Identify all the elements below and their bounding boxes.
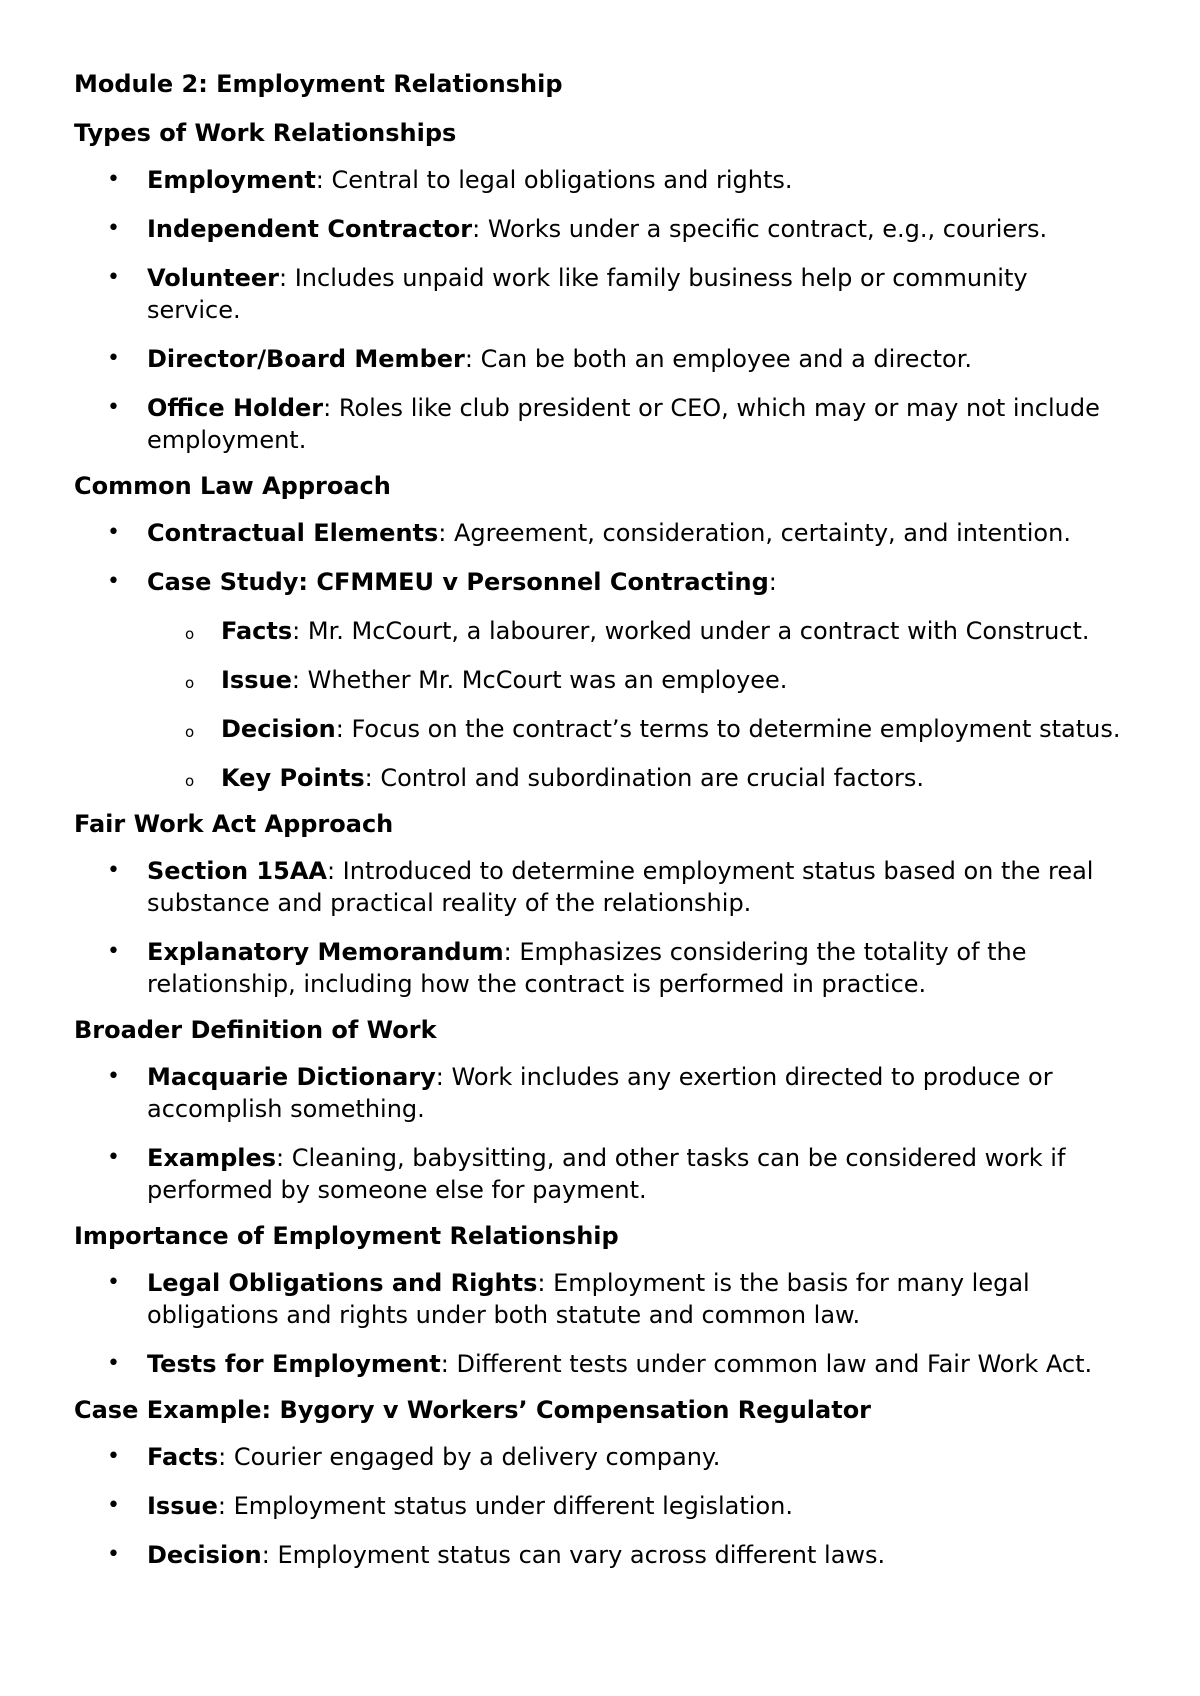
item-term: Case Study: CFMMEU v Personnel Contracting [147, 568, 769, 596]
list-item [74, 1061, 1119, 1125]
item-term: Facts [147, 1443, 219, 1471]
bullet-icon: • [107, 1064, 120, 1089]
section-heading: Case Example: Bygory v Workers’ Compensation Regulator [74, 1396, 872, 1424]
document-title: Module 2: Employment Relationship [74, 70, 563, 98]
item-term: Contractual Elements [147, 519, 439, 547]
list-item [74, 936, 1119, 1000]
item-term: Facts [221, 617, 293, 645]
item-text: : Works under a specific contract, e.g., couriers. [472, 215, 1048, 243]
circle-bullet-icon: o [185, 723, 195, 741]
bullet-icon: • [107, 1270, 120, 1295]
sub-list-item [74, 713, 1199, 745]
section-heading: Fair Work Act Approach [74, 810, 394, 838]
bullet-icon: • [107, 1351, 120, 1376]
circle-bullet-icon: o [185, 772, 195, 790]
bullet-list [74, 164, 1200, 456]
list-item [74, 392, 1119, 456]
bullet-icon: • [107, 520, 120, 545]
item-text: : Introduced to determine employment status based on the real substance and practical reality of the relationship. [147, 857, 1094, 917]
sub-list-item [74, 762, 1199, 794]
bullet-icon: • [107, 1444, 120, 1469]
item-text: : Cleaning, babysitting, and other tasks can be considered work if performed by someone else for payment. [147, 1144, 1066, 1204]
bullet-icon: • [107, 939, 120, 964]
item-term: Key Points [221, 764, 365, 792]
item-term: Issue [147, 1492, 218, 1520]
list-item [74, 1267, 1119, 1331]
item-text: : [768, 568, 777, 596]
section-heading: Broader Definition of Work [74, 1016, 437, 1044]
item-term: Tests for Employment [147, 1350, 441, 1378]
list-item [74, 566, 1119, 794]
section-heading: Importance of Employment Relationship [74, 1222, 619, 1250]
item-text: : Employment status can vary across different laws. [261, 1541, 886, 1569]
bullet-icon: • [107, 167, 120, 192]
bullet-list [74, 1441, 1200, 1571]
item-text: : Different tests under common law and Fair Work Act. [440, 1350, 1093, 1378]
section-heading: Types of Work Relationships [74, 119, 457, 147]
item-text: : Employment is the basis for many legal obligations and rights under both statute and common law. [147, 1269, 1030, 1329]
item-text: : Control and subordination are crucial factors. [364, 764, 925, 792]
bullet-icon: • [107, 1145, 120, 1170]
item-text: : Focus on the contract’s terms to determine employment status. [335, 715, 1121, 743]
list-item [74, 1490, 1119, 1522]
list-item [74, 1142, 1119, 1206]
bullet-list [74, 1061, 1200, 1206]
list-item [74, 517, 1119, 549]
item-term: Explanatory Memorandum [147, 938, 504, 966]
bullet-icon: • [107, 858, 120, 883]
item-term: Decision [147, 1541, 262, 1569]
section-heading: Common Law Approach [74, 472, 391, 500]
list-item [74, 164, 1119, 196]
item-term: Office Holder [147, 394, 324, 422]
item-term: Volunteer [147, 264, 280, 292]
item-term: Section 15AA [147, 857, 327, 885]
item-text: : Emphasizes considering the totality of the relationship, including how the contract is performed in practice. [147, 938, 1027, 998]
bullet-icon: • [107, 1493, 120, 1518]
list-item [74, 1539, 1119, 1571]
item-term: Independent Contractor [147, 215, 473, 243]
item-text: : Central to legal obligations and rights. [315, 166, 793, 194]
list-item [74, 1441, 1119, 1473]
bullet-list [74, 517, 1200, 794]
bullet-icon: • [107, 395, 120, 420]
bullet-list [74, 1267, 1200, 1380]
bullet-icon: • [107, 569, 120, 594]
item-term: Director/Board Member [147, 345, 465, 373]
bullet-icon: • [107, 346, 120, 371]
item-term: Examples [147, 1144, 277, 1172]
item-text: : Employment status under different legislation. [217, 1492, 793, 1520]
item-text: : Courier engaged by a delivery company. [218, 1443, 721, 1471]
circle-bullet-icon: o [185, 625, 195, 643]
list-item [74, 262, 1119, 326]
bullet-list [74, 855, 1200, 1000]
circle-bullet-icon: o [185, 674, 195, 692]
item-text: : Work includes any exertion directed to produce or accomplish something. [147, 1063, 1053, 1123]
sub-list-item [74, 664, 1199, 696]
item-text: : Can be both an employee and a director. [464, 345, 973, 373]
list-item [74, 855, 1119, 919]
sub-bullet-list [147, 615, 1119, 794]
list-item [74, 1348, 1119, 1380]
item-text: : Includes unpaid work like family business help or community service. [147, 264, 1028, 324]
item-term: Employment [147, 166, 316, 194]
item-text: : Roles like club president or CEO, which may or may not include employment. [147, 394, 1100, 454]
item-term: Issue [221, 666, 292, 694]
bullet-icon: • [107, 216, 120, 241]
bullet-icon: • [107, 1542, 120, 1567]
list-item [74, 213, 1119, 245]
item-term: Macquarie Dictionary [147, 1063, 436, 1091]
item-term: Decision [221, 715, 336, 743]
bullet-icon: • [107, 265, 120, 290]
item-text: : Agreement, consideration, certainty, and intention. [438, 519, 1071, 547]
item-text: : Mr. McCourt, a labourer, worked under a contract with Construct. [292, 617, 1090, 645]
item-term: Legal Obligations and Rights [147, 1269, 538, 1297]
list-item [74, 343, 1119, 375]
item-text: : Whether Mr. McCourt was an employee. [291, 666, 788, 694]
sub-list-item [74, 615, 1199, 647]
